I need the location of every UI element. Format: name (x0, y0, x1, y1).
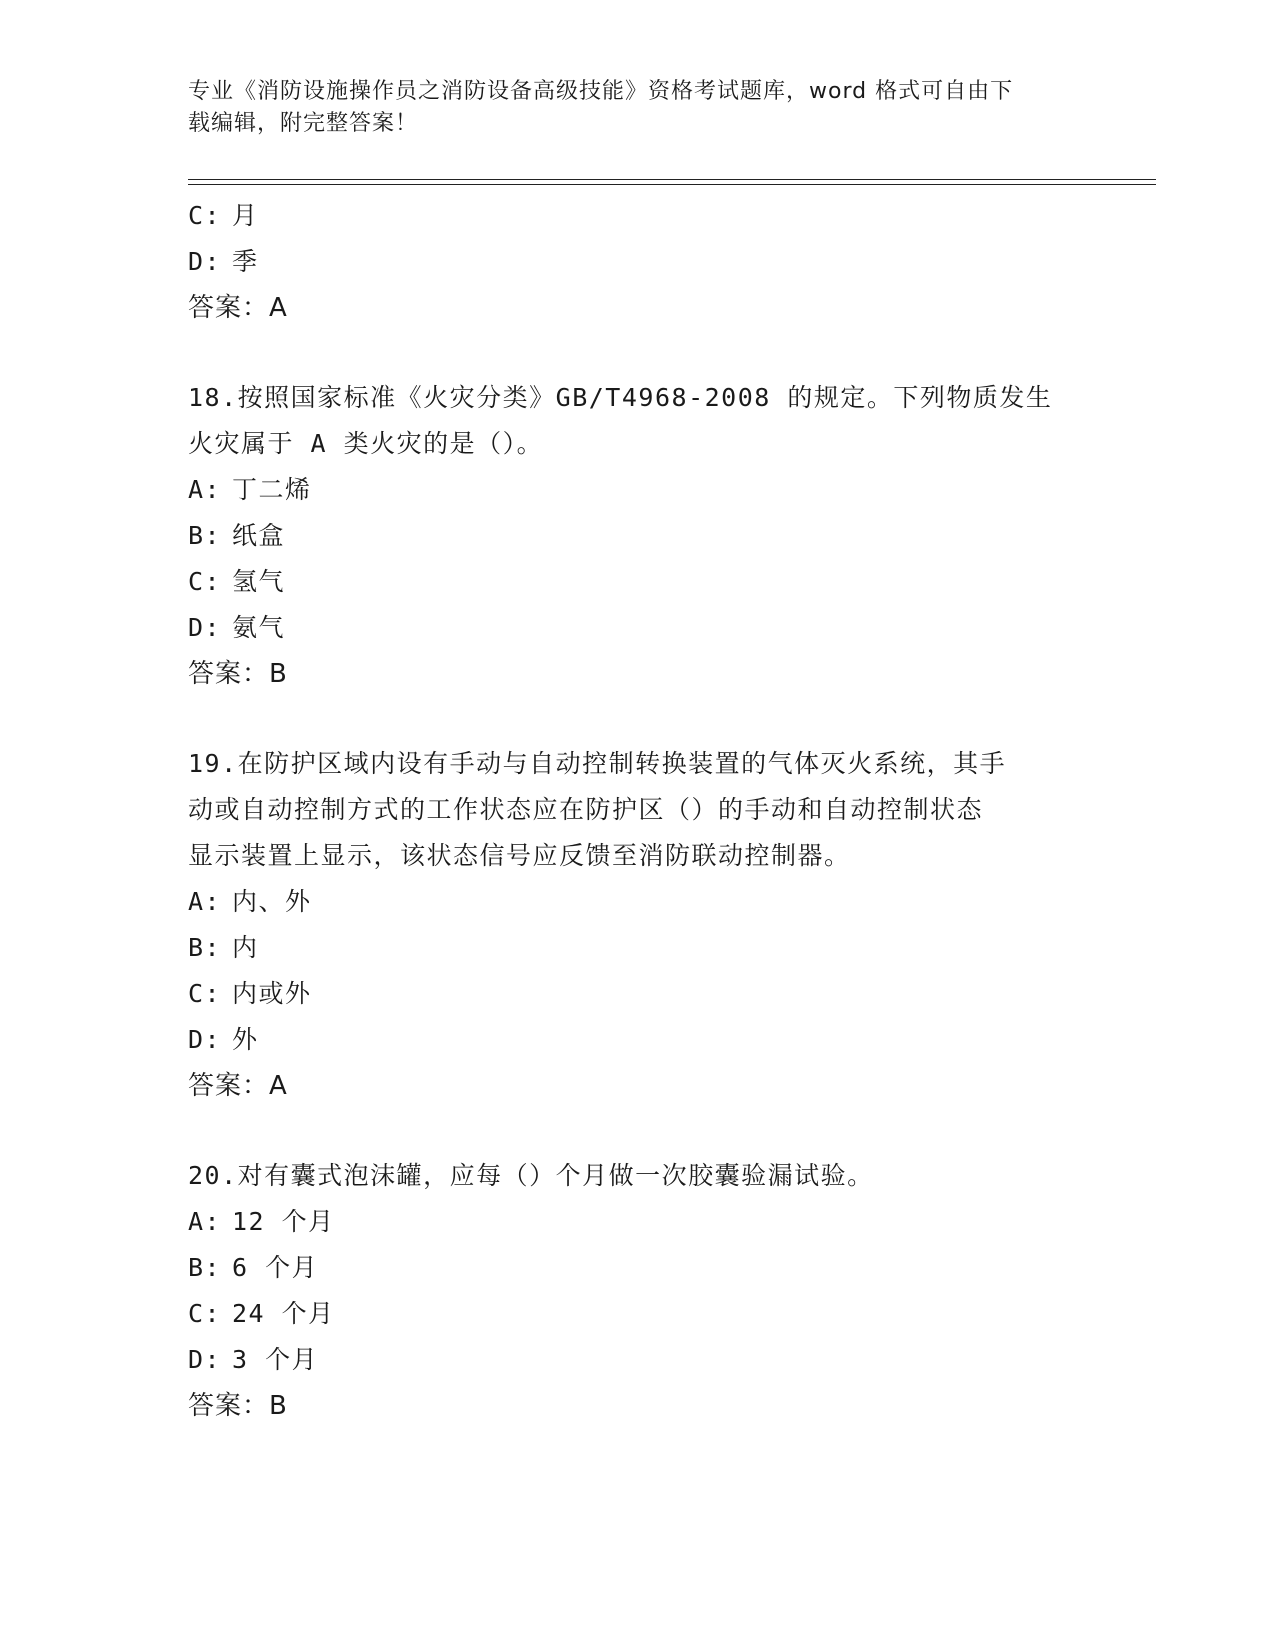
option-text: 氢气 (232, 567, 286, 596)
option-d (188, 1337, 1088, 1383)
answer-label: 答案： (188, 293, 270, 323)
answer-label: 答案： (188, 1071, 270, 1101)
header-rule-bottom (188, 184, 1156, 185)
option-d (188, 239, 1088, 285)
header-rule-top (188, 179, 1156, 180)
option-a (188, 1199, 1088, 1245)
option-key: A: (188, 475, 222, 504)
question-19 (188, 741, 1088, 1109)
question-list (188, 193, 1088, 1429)
answer-line (188, 1383, 1088, 1429)
answer-value: A (269, 1071, 288, 1101)
answer-value: A (269, 293, 288, 323)
option-b (188, 925, 1088, 971)
option-text: 季 (232, 247, 259, 276)
option-text: 内 (232, 933, 259, 962)
answer-label: 答案： (188, 659, 270, 689)
option-c (188, 971, 1088, 1017)
option-d (188, 605, 1088, 651)
option-text: 6 个月 (232, 1253, 319, 1282)
option-text: 内、外 (232, 887, 312, 916)
option-text: 纸盒 (232, 521, 286, 550)
document-header (188, 76, 1068, 140)
option-key: A: (188, 1207, 222, 1236)
option-key: C: (188, 567, 222, 596)
option-b (188, 1245, 1088, 1291)
answer-line (188, 285, 1088, 331)
option-text: 24 个月 (232, 1299, 335, 1328)
option-text: 3 个月 (232, 1345, 319, 1374)
option-text: 丁二烯 (232, 475, 312, 504)
question-text: 显示装置上显示，该状态信号应反馈至消防联动控制器。 (188, 841, 851, 870)
option-key: B: (188, 1253, 222, 1282)
question-text: 20.对有囊式泡沫罐，应每（）个月做一次胶囊验漏试验。 (188, 1161, 874, 1190)
answer-value: B (269, 659, 288, 689)
option-key: D: (188, 247, 222, 276)
option-key: C: (188, 1299, 222, 1328)
option-c (188, 559, 1088, 605)
option-text: 氨气 (232, 613, 286, 642)
header-line-2: 载编辑，附完整答案！ (188, 111, 419, 136)
question-20 (188, 1153, 1088, 1429)
question-text: 19.在防护区域内设有手动与自动控制转换装置的气体灭火系统，其手 (188, 749, 1007, 778)
option-key: B: (188, 521, 222, 550)
option-d (188, 1017, 1088, 1063)
question-18 (188, 375, 1088, 697)
option-c (188, 1291, 1088, 1337)
question-text: 动或自动控制方式的工作状态应在防护区（）的手动和自动控制状态 (188, 795, 984, 824)
answer-label: 答案： (188, 1391, 270, 1421)
answer-line (188, 651, 1088, 697)
option-key: D: (188, 1025, 222, 1054)
answer-line (188, 1063, 1088, 1109)
answer-value: B (269, 1391, 288, 1421)
option-text: 12 个月 (232, 1207, 335, 1236)
option-key: D: (188, 1345, 222, 1374)
option-a (188, 467, 1088, 513)
option-text: 月 (232, 201, 259, 230)
option-key: D: (188, 613, 222, 642)
question-text: 火灾属于 A 类火灾的是（）。 (188, 429, 544, 458)
option-key: B: (188, 933, 222, 962)
option-c (188, 193, 1088, 239)
option-b (188, 513, 1088, 559)
option-text: 内或外 (232, 979, 312, 1008)
option-a (188, 879, 1088, 925)
option-key: A: (188, 887, 222, 916)
option-key: C: (188, 201, 222, 230)
option-key: C: (188, 979, 222, 1008)
header-line-1: 专业《消防设施操作员之消防设备高级技能》资格考试题库，word 格式可自由下 (188, 79, 1014, 104)
question-text: 18.按照国家标准《火灾分类》GB/T4968-2008 的规定。下列物质发生 (188, 383, 1053, 412)
option-text: 外 (232, 1025, 259, 1054)
